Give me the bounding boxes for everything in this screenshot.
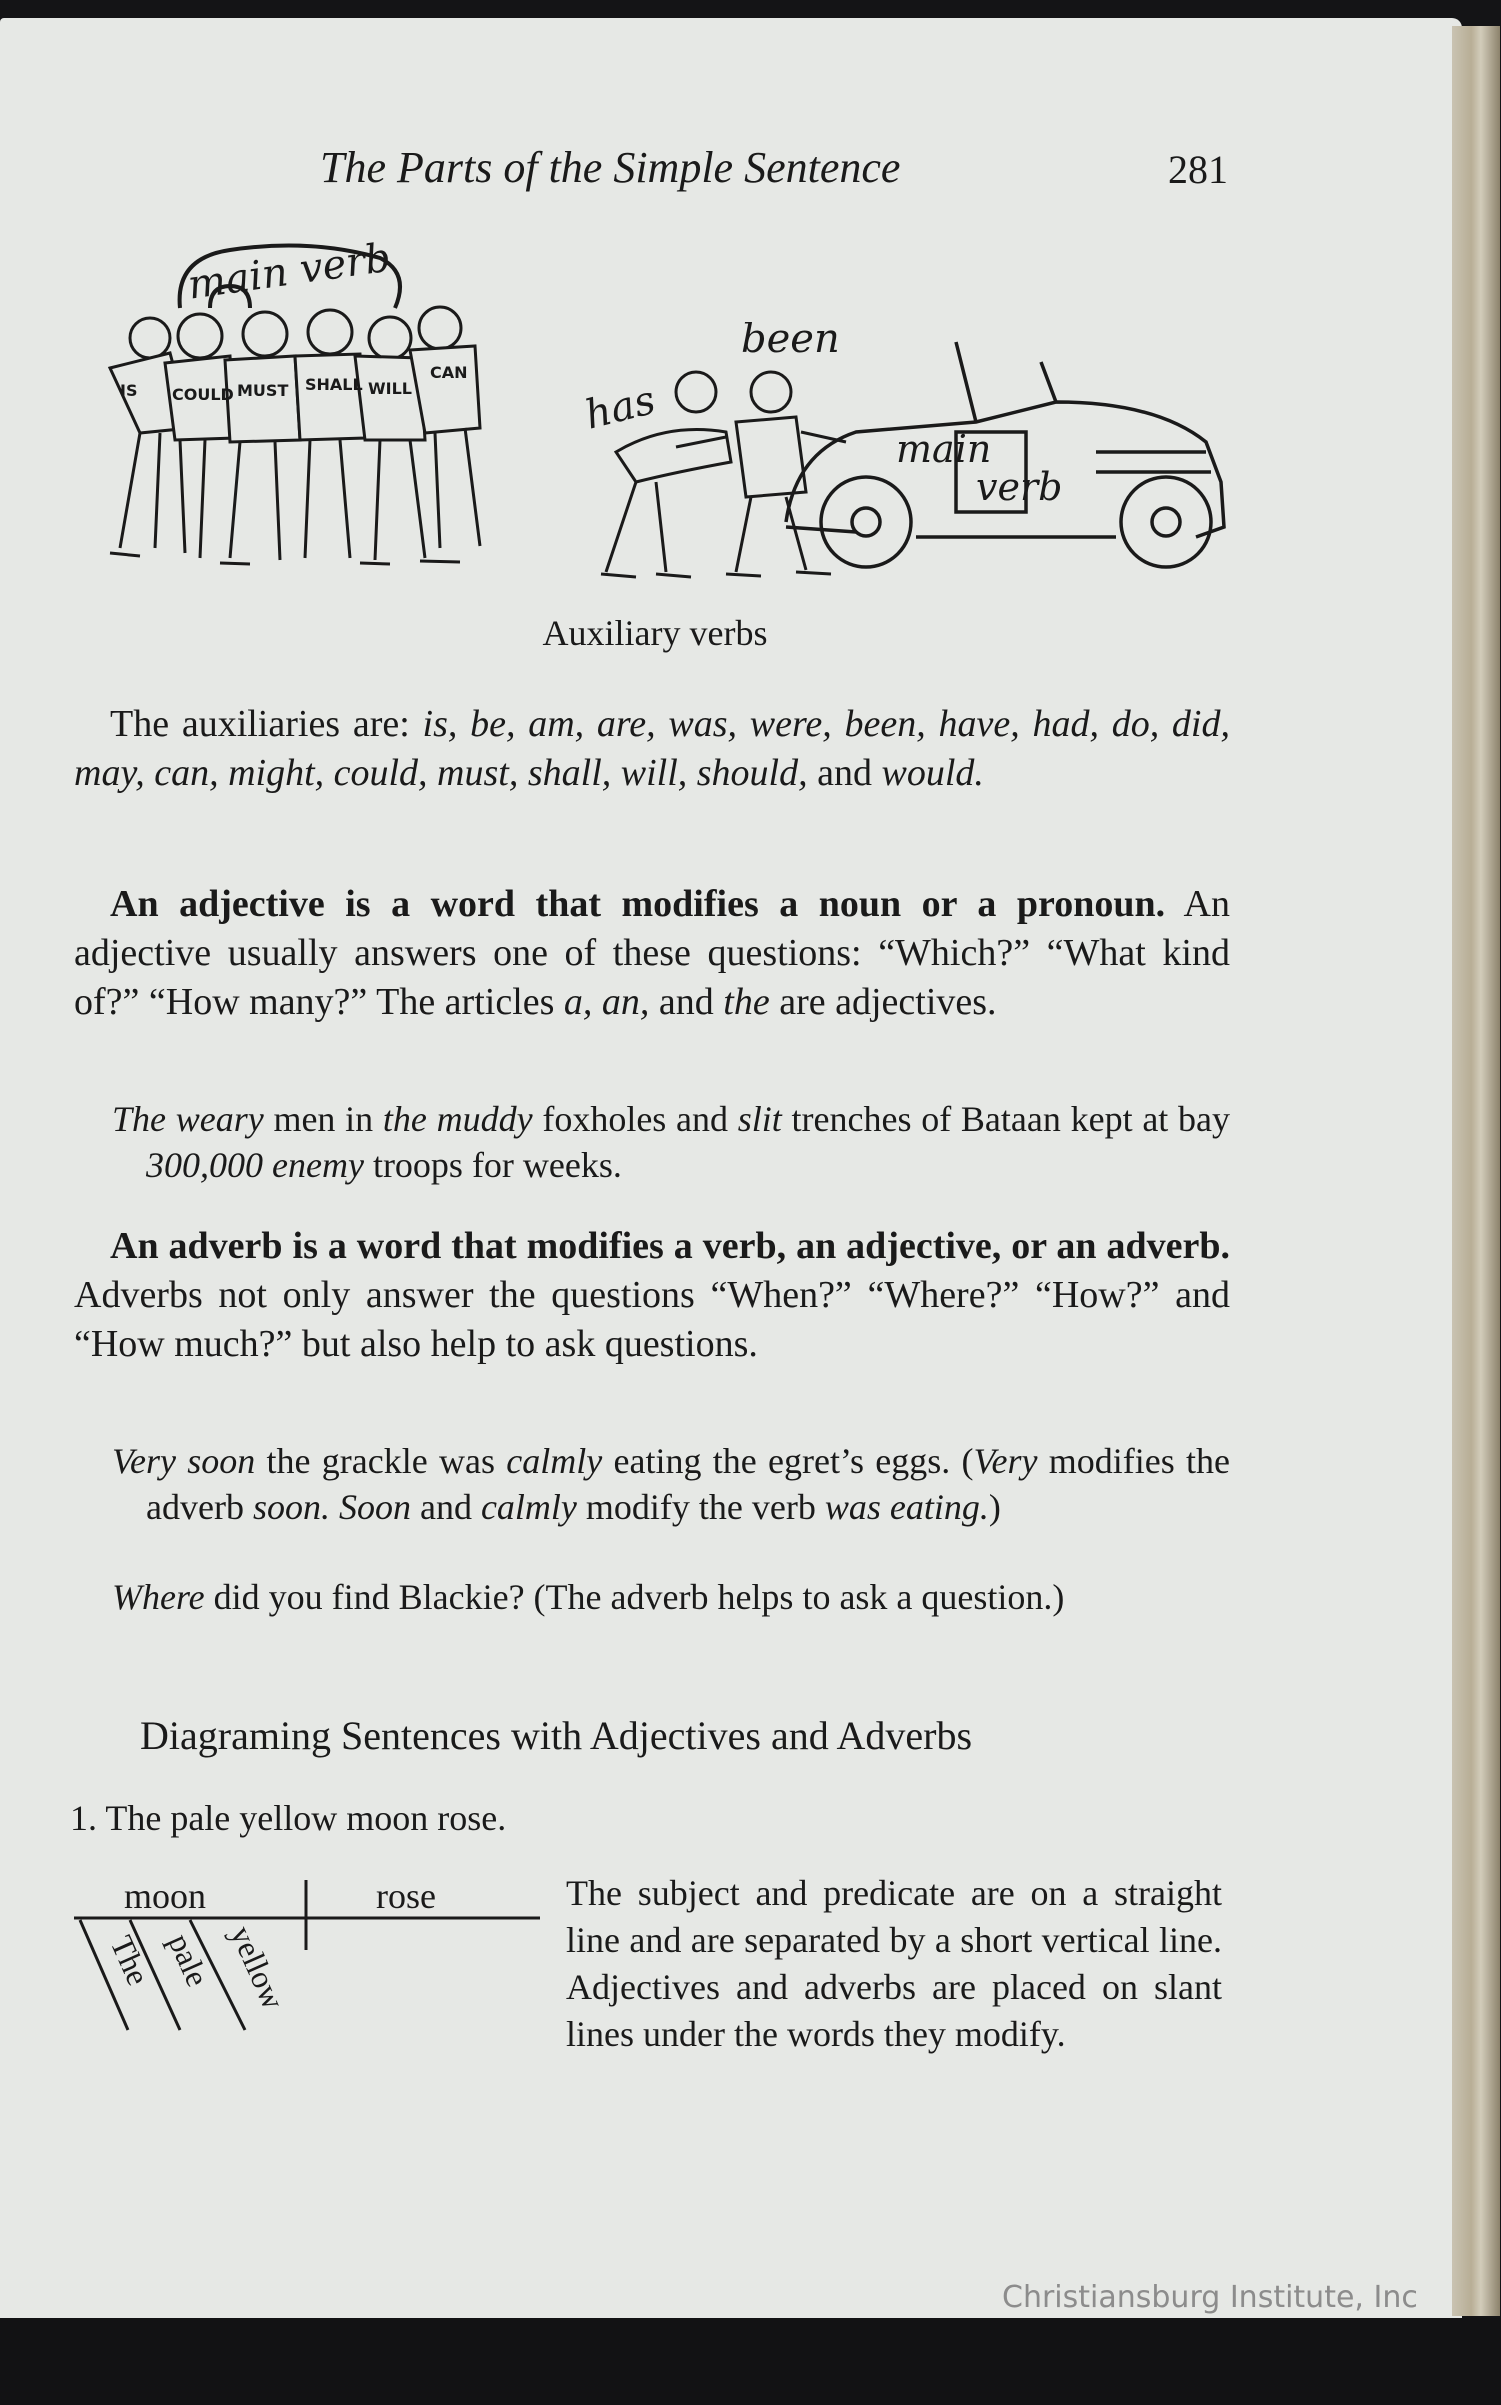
text: men in [263,1099,383,1139]
sentence-diagram [70,1860,550,2060]
section-heading: Diagraming Sentences with Adjectives and Adverbs [140,1713,973,1758]
adverb-definition [74,1222,1230,1369]
article-the: the [723,981,770,1023]
watermark: Christiansburg Institute, Inc [1002,2280,1418,2315]
text: modifies the adverb [146,1441,1230,1527]
adverb-example-2 [112,1574,1230,1620]
italic-word: 300,000 enemy [146,1145,364,1185]
diagram-modifier-the: The [103,1930,157,1991]
italic-word: calmly [480,1487,577,1527]
italic-word: The weary [112,1099,264,1139]
text: the grackle was [255,1441,507,1481]
text: The auxiliaries are: [110,703,423,745]
diagram-predicate: rose [376,1876,436,1916]
definition-text: An adjective is a word that modifies a noun or a pronoun. [110,883,1166,925]
diagram-modifier-pale: pale [161,1928,217,1992]
shirt-label-is: IS [120,381,138,400]
adverb-example-1 [112,1438,1230,1530]
auxiliary-list: is, be, am, are, was, were, been, have, had, do, did, may, can, might, could, must, shall, will, should, [74,703,1230,794]
shirt-label-could: COULD [172,385,234,404]
italic-word: soon. [252,1487,330,1527]
italic-word: Very soon [112,1441,256,1481]
text: and [410,1487,481,1527]
adjective-example [112,1096,1230,1188]
auxiliary-last: would. [881,752,984,794]
italic-word: calmly [506,1441,603,1481]
shirt-label-must: MUST [237,381,289,400]
pushing-car-illustration [556,322,1236,592]
scan-border [0,2318,1501,2405]
article-list: a, an, [563,981,650,1023]
italic-word: Where [112,1577,205,1617]
shirt-label-will: WILL [368,379,412,398]
car-label-main: main [896,427,992,471]
page-edge [1452,26,1500,2316]
text: did you find Blackie? (The adverb helps to ask a question.) [204,1577,1065,1617]
italic-word: Soon [338,1487,411,1527]
italic-word: Very [973,1441,1038,1481]
page-number: 281 [1168,147,1228,192]
adjective-definition [74,880,1230,1027]
shirt-label-shall: SHALL [305,375,363,394]
text: troops for weeks. [363,1145,622,1185]
italic-word: the muddy [382,1099,533,1139]
auxiliaries-paragraph [74,700,1230,798]
has-label: has [580,377,660,439]
text: ) [988,1487,1001,1527]
text: Adverbs not only answer the questions “When?” “Where?” “How?” and “How much?” but also help to ask questions. [74,1274,1230,1365]
main-verb-banner-label: main verb [184,234,394,309]
italic-word: slit [737,1099,782,1139]
text: trenches of Bataan kept at bay [781,1099,1231,1139]
text: foxholes and [532,1099,738,1139]
diagram-modifier-yellow: yellow [223,1920,292,2015]
illustration-caption: Auxiliary verbs [542,613,768,653]
car-label-verb: verb [976,465,1063,509]
text: modify the verb [576,1487,825,1527]
diagram-subject: moon [124,1876,207,1916]
text: eating the egret’s eggs. ( [602,1441,974,1481]
text: An adjective usually answers one of these questions: “Which?” “What kind of?” “How many?” The articles [74,883,1230,1023]
definition-text: An adverb is a word that modifies a verb, an adjective, or an adverb. [110,1225,1230,1267]
example-sentence: 1. The pale yellow moon rose. [70,1798,507,1838]
italic-word: was eating. [824,1487,989,1527]
text: are adjectives. [769,981,997,1023]
running-header: The Parts of the Simple Sentence [320,143,901,192]
text: and [649,981,724,1023]
diagram-explanation: The subject and predicate are on a straight line and are separated by a short vertical line. Adjectives and adverbs are placed on slant lines under the words they modify. [566,1873,1222,2054]
auxiliary-boys-illustration [80,228,510,578]
been-label: been [741,322,840,362]
text: and [807,752,882,794]
shirt-label-can: CAN [430,363,468,382]
text [330,1487,339,1527]
